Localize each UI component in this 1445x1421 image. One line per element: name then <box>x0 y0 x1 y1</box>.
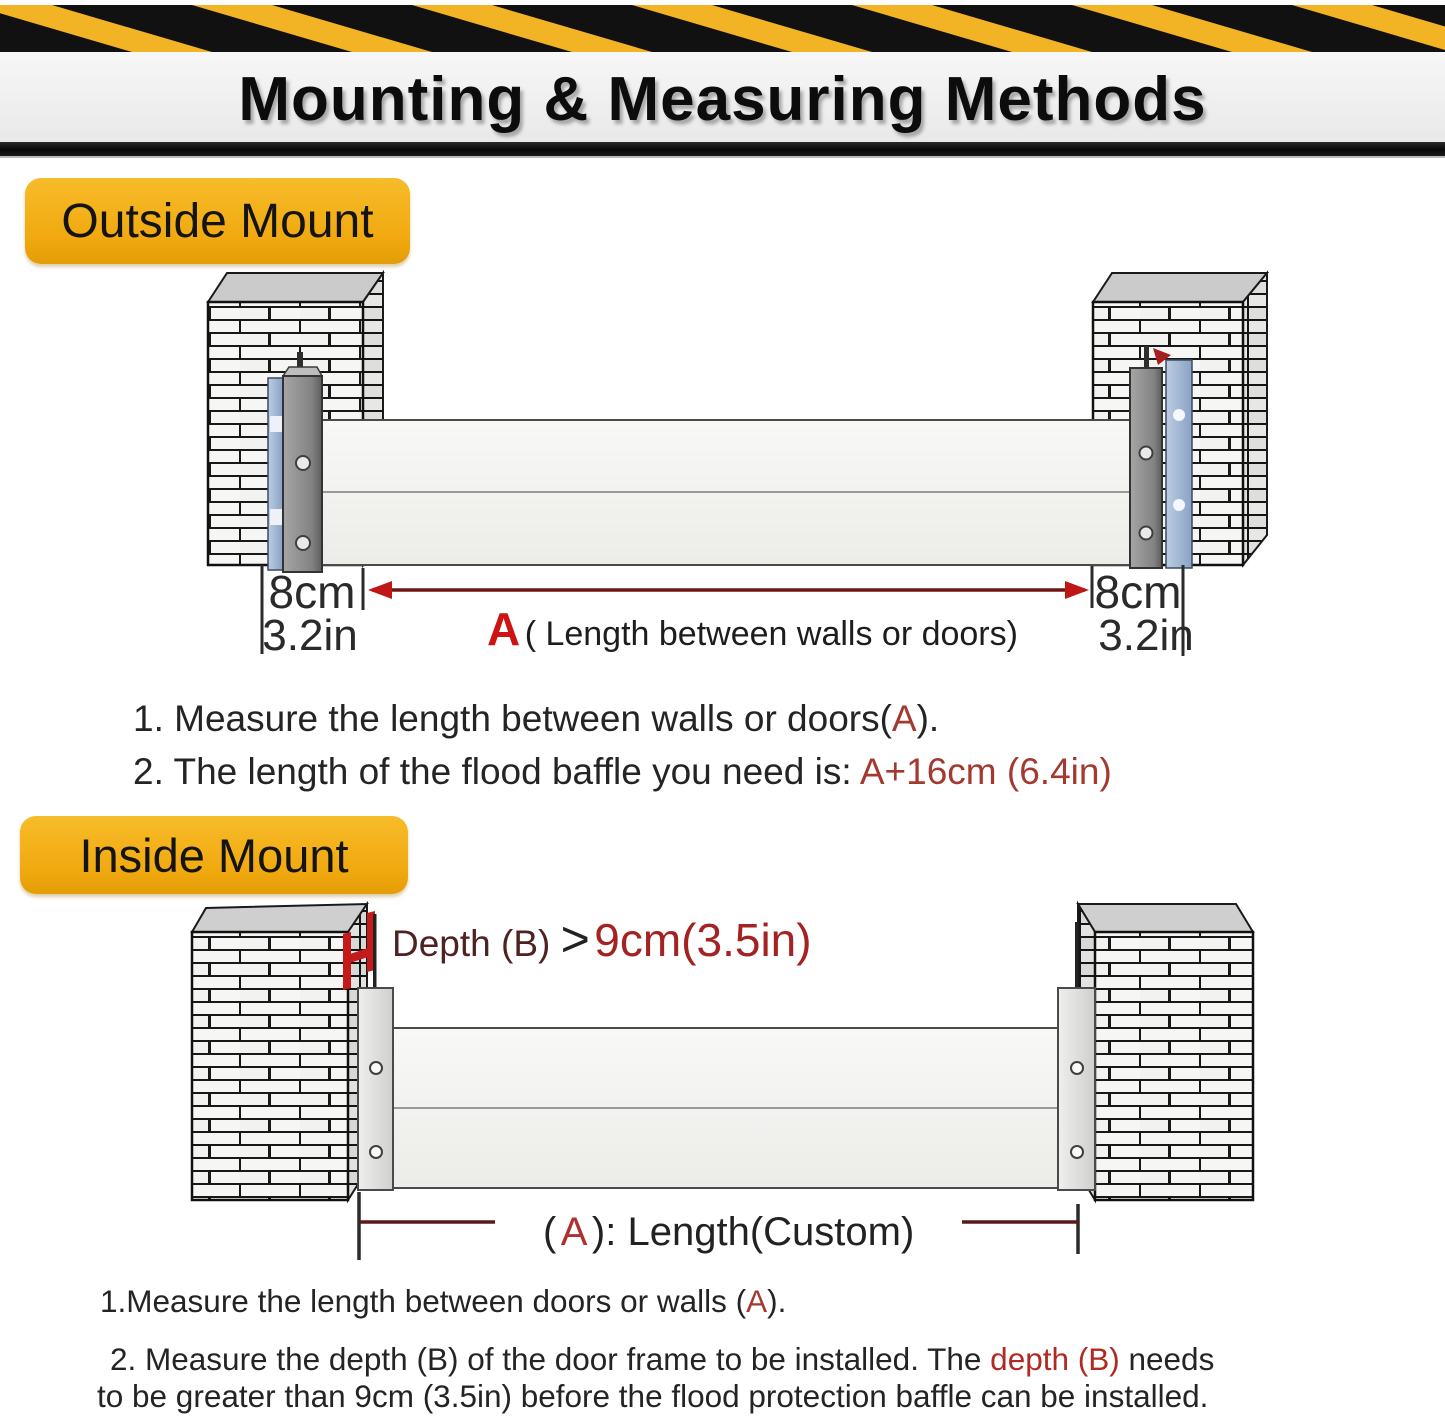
inside-step-2: 2. Measure the depth (B) of the door frame to be installed. The depth (B) needs <box>110 1341 1215 1377</box>
channel-hole <box>1071 1146 1083 1158</box>
seal-hole <box>270 509 282 525</box>
length-custom-label <box>543 1210 914 1254</box>
channel-hole <box>1140 527 1153 540</box>
arrow-head-right-icon <box>1065 581 1089 599</box>
pillar-top-face <box>1078 904 1253 932</box>
pillar-side-face <box>1243 273 1267 565</box>
inside-mount-steps <box>97 1283 1427 1415</box>
arrow-head-left-icon <box>368 581 392 599</box>
inside-mount-diagram <box>0 898 1445 1270</box>
dim-label-right-cm: 8cm <box>1094 566 1182 618</box>
dim-label-right-in: 3.2in <box>1098 611 1194 660</box>
brick-pillar-right <box>1078 904 1253 1200</box>
header-divider-bar <box>0 142 1445 158</box>
channel-hole <box>370 1062 382 1074</box>
depth-label <box>392 911 812 967</box>
depth-label-value: 9cm(3.5in) <box>594 914 812 966</box>
depth-label-prefix: Depth (B) <box>392 923 561 964</box>
inside-mount-badge <box>20 816 408 894</box>
pillar-top-face <box>192 904 367 932</box>
outside-step-1: 1. Measure the length between walls or doors(A). <box>133 698 940 739</box>
channel-pin <box>1144 346 1149 370</box>
brick-pillar-left <box>192 904 367 1200</box>
channel-pin <box>1075 922 1079 988</box>
outside-step-2: 2. The length of the flood baffle you need is: A+16cm (6.4in) <box>133 751 1112 792</box>
len-rest: ): Length(Custom) <box>591 1210 915 1254</box>
seal-strip-left <box>268 378 283 570</box>
channel-hole <box>1071 1062 1083 1074</box>
pillar-front-face <box>192 932 348 1200</box>
outside-mount-badge-label: Outside Mount <box>61 194 374 248</box>
outside-mount-diagram <box>0 268 1445 700</box>
inside-mount-badge-label: Inside Mount <box>79 828 349 882</box>
channel-hole <box>296 456 310 470</box>
accent-a: A <box>746 1283 768 1319</box>
accent-formula: A+16cm (6.4in) <box>859 751 1112 792</box>
depth-label-gt: > <box>560 911 590 967</box>
accent-a: A <box>891 698 917 739</box>
mounting-channel-left <box>283 352 322 572</box>
pillar-top-face <box>1093 273 1267 302</box>
inside-step-1: 1.Measure the length between doors or walls (A). <box>100 1283 787 1319</box>
pillar-front-face <box>1095 932 1253 1200</box>
page-title: Mounting & Measuring Methods <box>238 64 1207 134</box>
caution-stripe-icon <box>0 5 1445 52</box>
dim-label-left-cm: 8cm <box>268 566 356 618</box>
dim-label-left-in: 3.2in <box>262 611 358 660</box>
mounting-channel-left <box>358 988 393 1190</box>
flood-barrier-panel <box>322 420 1130 565</box>
inside-step-3: to be greater than 9cm (3.5in) before the flood protection baffle can be installed. <box>97 1378 1209 1414</box>
len-open: ( <box>543 1210 557 1254</box>
seal-hole <box>1173 409 1185 421</box>
header-band <box>0 0 1445 142</box>
span-length-a: A <box>487 603 521 655</box>
channel-pin <box>373 914 377 990</box>
span-length-label <box>487 603 1018 655</box>
seal-hole <box>1173 499 1185 511</box>
len-a: A <box>560 1210 588 1254</box>
channel-hole <box>370 1146 382 1158</box>
channel-hole <box>1140 447 1153 460</box>
outside-mount-steps <box>133 692 1433 798</box>
accent-depth-b: depth (B) <box>990 1341 1120 1377</box>
flood-barrier-panel <box>393 1028 1058 1188</box>
channel-hole <box>296 536 310 550</box>
span-length-text: ( Length between walls or doors) <box>524 615 1018 653</box>
pillar-top-face <box>208 273 383 302</box>
mounting-channel-right <box>1130 346 1162 568</box>
outside-mount-badge <box>25 178 410 264</box>
seal-hole <box>270 416 282 432</box>
